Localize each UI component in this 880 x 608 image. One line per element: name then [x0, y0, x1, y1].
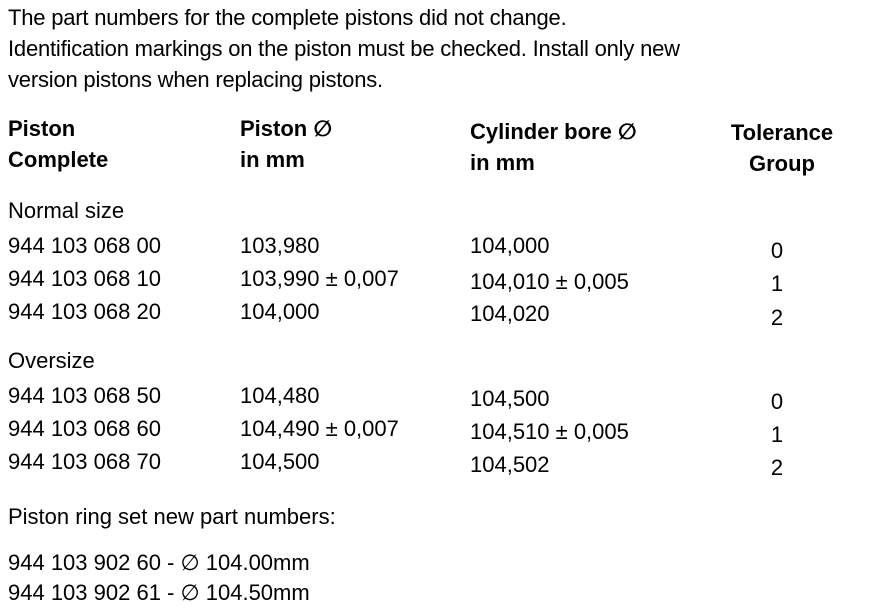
table-row [0, 231, 880, 261]
intro-line-3: version pistons when replacing pistons. [8, 67, 383, 92]
header-text: Group [749, 151, 815, 176]
cylinder-bore: 104,020 [470, 301, 550, 326]
tolerance-group: 1 [770, 271, 784, 296]
header-piston-complete [8, 113, 108, 175]
table-row [0, 297, 880, 330]
tolerance-group: 0 [770, 389, 784, 414]
piston-diameter: 103,990 ± 0,007 [240, 266, 399, 291]
table-row [0, 264, 880, 294]
intro-paragraph [8, 2, 873, 95]
header-text: in mm [470, 150, 535, 175]
piston-diameter: 104,000 [240, 299, 320, 324]
part-number: 944 103 068 20 [8, 299, 161, 324]
header-piston-diameter [240, 113, 332, 175]
tolerance-group: 2 [770, 455, 784, 480]
table-row [0, 381, 880, 414]
header-text: Tolerance [730, 120, 834, 145]
piston-diameter: 104,490 ± 0,007 [240, 416, 399, 441]
cylinder-bore: 104,000 [470, 233, 550, 258]
header-text: Cylinder bore ∅ [470, 119, 637, 144]
piston-ring-title: Piston ring set new part numbers: [8, 504, 336, 529]
cylinder-bore: 104,010 ± 0,005 [470, 269, 629, 294]
part-number: 944 103 068 60 [8, 416, 161, 441]
tolerance-group: 0 [770, 238, 784, 263]
piston-diameter: 104,480 [240, 383, 320, 408]
intro-line-2: Identification markings on the piston must be checked. Install only new [8, 36, 680, 61]
header-cylinder-bore [470, 116, 637, 178]
header-text: in mm [240, 147, 305, 172]
header-text: Piston [8, 116, 76, 141]
tolerance-group: 1 [770, 422, 784, 447]
section-title-normal-size: Normal size [8, 198, 125, 223]
tolerance-group: 2 [770, 305, 784, 330]
header-tolerance-group [712, 117, 852, 179]
header-text: Piston ∅ [240, 116, 333, 141]
cylinder-bore: 104,502 [470, 452, 550, 477]
piston-ring-item: 944 103 902 60 - ∅ 104.00mm [8, 550, 310, 575]
part-number: 944 103 068 50 [8, 383, 161, 408]
part-number: 944 103 068 10 [8, 266, 161, 291]
cylinder-bore: 104,510 ± 0,005 [470, 419, 629, 444]
table-row [0, 447, 880, 480]
piston-diameter: 104,500 [240, 449, 320, 474]
piston-diameter: 103,980 [240, 233, 320, 258]
intro-line-1: The part numbers for the complete pistons did not change. [8, 5, 567, 30]
part-number: 944 103 068 00 [8, 233, 161, 258]
cylinder-bore: 104,500 [470, 386, 550, 411]
header-text: Complete [8, 147, 109, 172]
section-title-oversize: Oversize [8, 348, 95, 373]
part-number: 944 103 068 70 [8, 449, 161, 474]
piston-ring-item: 944 103 902 61 - ∅ 104.50mm [8, 580, 310, 605]
table-row [0, 414, 880, 447]
